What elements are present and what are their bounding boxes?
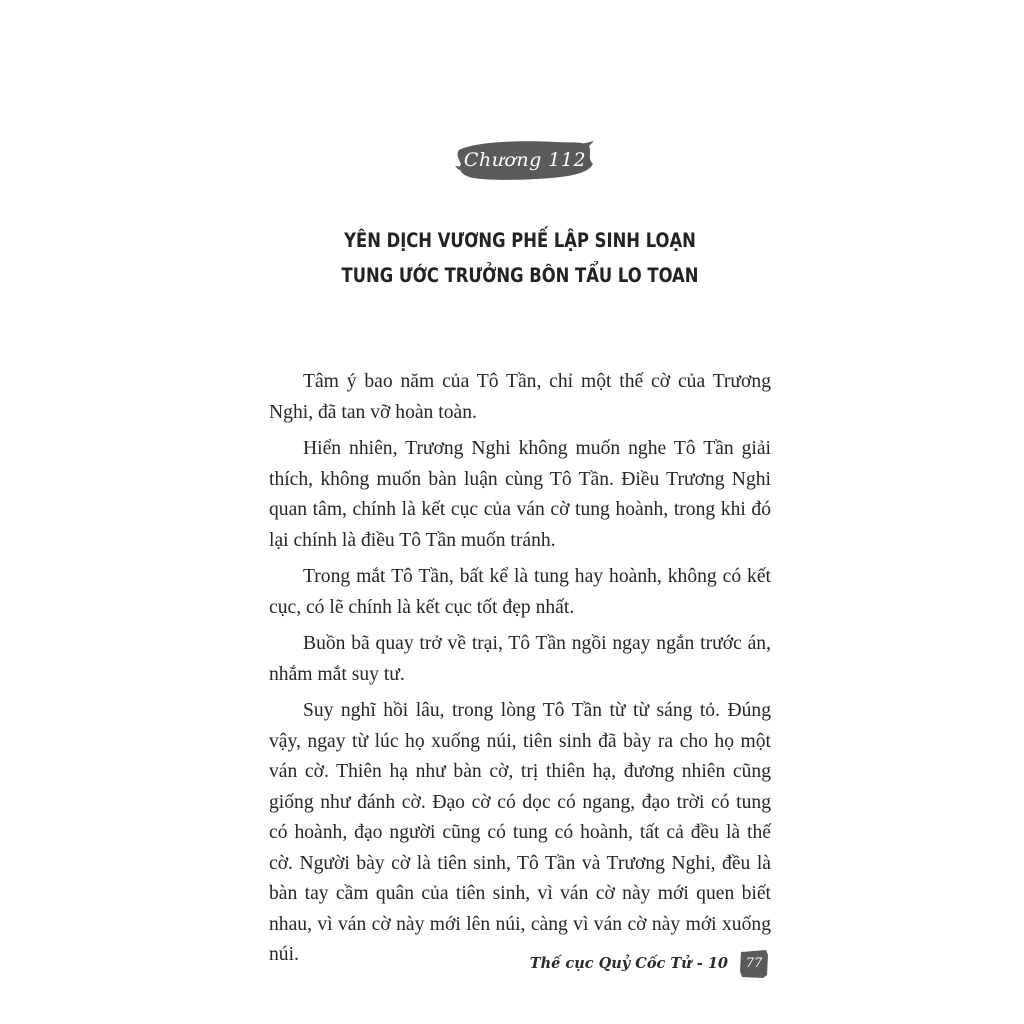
chapter-title-line-2: TUNG ƯỚC TRƯỞNG BÔN TẨU LO TOAN xyxy=(341,264,699,287)
chapter-title-line-1: YÊN DỊCH VƯƠNG PHẾ LẬP SINH LOẠN xyxy=(344,229,696,252)
page-number: 77 xyxy=(745,956,763,971)
page-number-badge xyxy=(739,949,769,979)
paragraph: Suy nghĩ hồi lâu, trong lòng Tô Tần từ từ sáng tỏ. Đúng vậy, ngay từ lúc họ xuống núi, tiên sinh đã bày ra cho họ một ván cờ. Thiên hạ như bàn cờ, trị thiên hạ, đương nhiên cũng giống như đánh cờ. Đạo cờ có dọc có ngang, đạo trời có tung có hoành, đạo người cũng có tung có hoành, tất cả đều là thế cờ. Người bày cờ là tiên sinh, Tô Tần và Trương Nghi, đều là bàn tay cầm quân của tiên sinh, vì ván cờ này mới quen biết nhau, vì ván cờ này mới lên núi, càng vì ván cờ này mới xuống núi. xyxy=(269,700,771,965)
chapter-label: Chương 112 xyxy=(463,149,587,171)
chapter-badge xyxy=(455,136,595,184)
paragraph: Trong mắt Tô Tần, bất kể là tung hay hoành, không có kết cục, có lẽ chính là kết cục tốt đẹp nhất. xyxy=(269,566,771,618)
paragraph: Tâm ý bao năm của Tô Tần, chỉ một thế cờ của Trương Nghi, đã tan vỡ hoàn toàn. xyxy=(269,371,771,423)
paragraph: Hiển nhiên, Trương Nghi không muốn nghe Tô Tần giải thích, không muốn bàn luận cùng Tô Tần. Điều Trương Nghi quan tâm, chính là kết cục của ván cờ tung hoành, trong khi đó lại chính là điều Tô Tần muốn tránh. xyxy=(269,438,771,551)
body-text xyxy=(269,367,771,977)
paragraph: Buồn bã quay trở về trại, Tô Tần ngồi ngay ngắn trước án, nhắm mắt suy tư. xyxy=(269,633,771,685)
running-footer-title: Thế cục Quỷ Cốc Tử - 10 xyxy=(529,955,728,972)
